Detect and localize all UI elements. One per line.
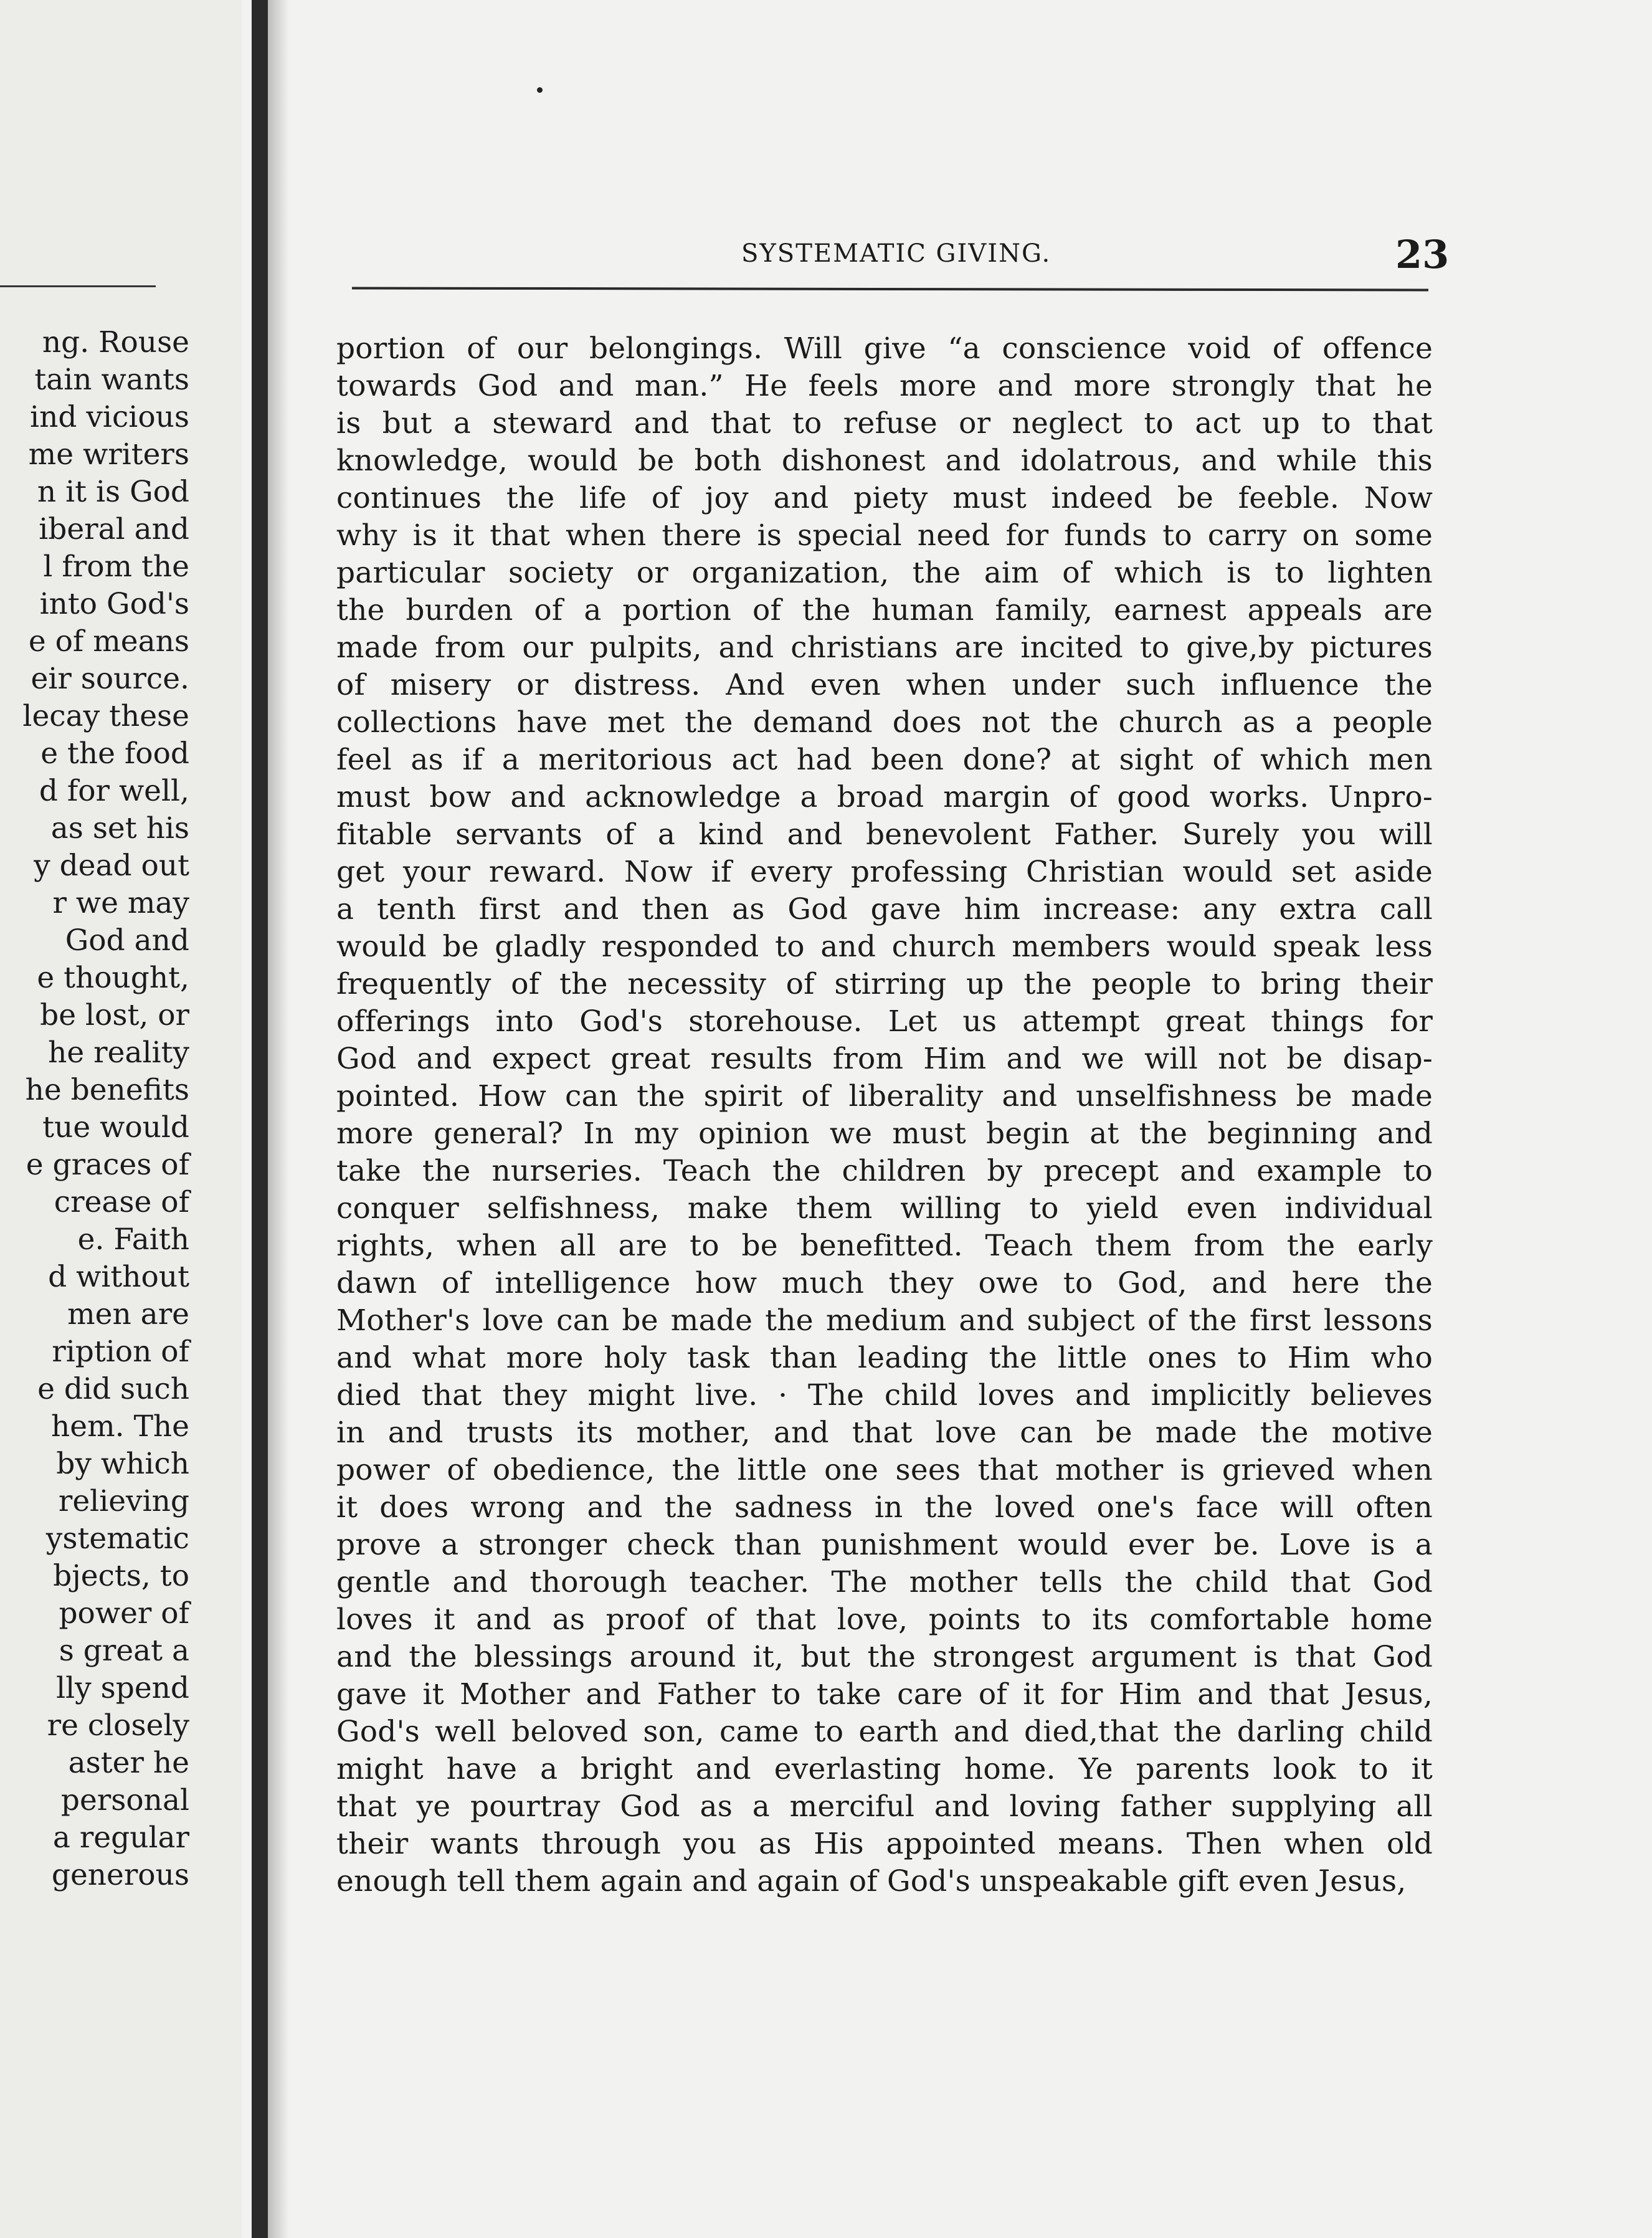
facing-page-line: generous	[51, 1858, 189, 1892]
facing-page-line: tue would	[42, 1110, 189, 1145]
body-line: in and trusts its mother, and that love can be made the motive	[336, 1416, 1433, 1450]
facing-page-line: men are	[67, 1297, 189, 1331]
body-line: a tenth first and then as God gave him increase: any extra call	[336, 892, 1433, 926]
body-line: loves it and as proof of that love, points to its comfortable home	[336, 1602, 1433, 1637]
facing-page-line: re closely	[47, 1708, 189, 1743]
facing-page-line: ng. Rouse	[42, 325, 189, 360]
body-line: the burden of a portion of the human family, earnest appeals are	[336, 593, 1433, 627]
body-line: collections have met the demand does not the church as a people	[336, 705, 1433, 740]
facing-page-line: l from the	[43, 550, 189, 584]
facing-page-line: e of means	[28, 624, 189, 659]
facing-page-line: e thought,	[37, 961, 189, 995]
body-line: get your reward. Now if every professing Christian would set aside	[336, 855, 1433, 889]
facing-page-line: s great a	[59, 1634, 189, 1668]
body-line: made from our pulpits, and christians are incited to give,by pictures	[336, 631, 1433, 665]
facing-page-line: relieving	[58, 1484, 189, 1518]
body-line: portion of our belongings. Will give “a conscience void of offence	[336, 331, 1433, 366]
facing-page-line: lly spend	[56, 1671, 189, 1705]
facing-page-line: aster he	[68, 1746, 189, 1780]
body-line: that ye pourtray God as a merciful and loving father supplying all	[336, 1789, 1433, 1824]
facing-page-line: personal	[60, 1783, 189, 1817]
facing-page-header-rule	[0, 285, 156, 287]
facing-page-line: power of	[59, 1596, 189, 1631]
body-line: why is it that when there is special need for funds to carry on some	[336, 518, 1433, 553]
facing-page-line: bjects, to	[53, 1559, 189, 1593]
facing-page-line: d without	[48, 1260, 189, 1294]
facing-page-text	[22, 324, 189, 1894]
facing-page-line: God and	[65, 923, 189, 958]
body-line: frequently of the necessity of stirring up the people to bring their	[336, 967, 1433, 1001]
facing-page-line: e did such	[37, 1372, 189, 1406]
facing-page-line: iberal and	[39, 512, 189, 546]
body-line: gentle and thorough teacher. The mother tells the child that God	[336, 1565, 1433, 1599]
book-gutter	[252, 0, 268, 2238]
gutter-shadow	[268, 0, 289, 2238]
body-line: towards God and man.” He feels more and more strongly that he	[336, 369, 1433, 403]
facing-page-line: hem. The	[51, 1409, 189, 1444]
body-line: take the nurseries. Teach the children by precept and example to	[336, 1154, 1433, 1188]
body-line: dawn of intelligence how much they owe to God, and here the	[336, 1266, 1433, 1300]
facing-page-line: a regular	[52, 1821, 189, 1855]
body-line: prove a stronger check than punishment would ever be. Love is a	[336, 1528, 1433, 1562]
page-number: 23	[1395, 232, 1450, 277]
facing-page-line: me writers	[28, 437, 189, 472]
facing-page-line: ystematic	[45, 1521, 189, 1556]
body-line: particular society or organization, the aim of which is to lighten	[336, 556, 1433, 590]
body-line: conquer selfishness, make them willing to yield even individual	[336, 1191, 1433, 1226]
facing-page-line: ind vicious	[30, 400, 189, 434]
body-line: continues the life of joy and piety must indeed be feeble. Now	[336, 481, 1433, 515]
facing-page-line: eir source.	[31, 662, 189, 696]
facing-page-line: ription of	[52, 1335, 189, 1369]
facing-page-line: e. Faith	[77, 1222, 189, 1257]
facing-page-line: into God's	[39, 587, 189, 621]
body-line: gave it Mother and Father to take care of it for Him and that Jesus,	[336, 1677, 1433, 1712]
body-line: knowledge, would be both dishonest and idolatrous, and while this	[336, 444, 1433, 478]
body-line: God and expect great results from Him and we will not be disap-	[336, 1042, 1433, 1076]
body-line: fitable servants of a kind and benevolent Father. Surely you will	[336, 817, 1433, 852]
body-line: power of obedience, the little one sees that mother is grieved when	[336, 1453, 1433, 1487]
body-line: pointed. How can the spirit of liberality and unselfishness be made	[336, 1079, 1433, 1113]
facing-page-line: by which	[56, 1447, 189, 1481]
facing-page	[0, 0, 242, 2238]
facing-page-line: crease of	[54, 1185, 189, 1219]
facing-page-line: be lost, or	[40, 998, 189, 1032]
ink-speck	[537, 87, 543, 93]
body-line: must bow and acknowledge a broad margin of good works. Unpro-	[336, 780, 1433, 814]
body-line: and what more holy task than leading the little ones to Him who	[336, 1341, 1433, 1375]
running-title: SYSTEMATIC GIVING.	[741, 239, 1051, 268]
header-rule	[352, 287, 1428, 291]
facing-page-line: lecay these	[22, 699, 189, 733]
facing-page-line: e the food	[40, 736, 189, 771]
body-line: rights, when all are to be benefitted. Teach them from the early	[336, 1229, 1433, 1263]
body-text	[336, 330, 1433, 1900]
body-line: more general? In my opinion we must begin at the beginning and	[336, 1117, 1433, 1151]
facing-page-line: he benefits	[25, 1073, 189, 1107]
body-line: of misery or distress. And even when under such influence the	[336, 668, 1433, 702]
body-line: might have a bright and everlasting home. Ye parents look to it	[336, 1752, 1433, 1786]
facing-page-line: n it is God	[37, 475, 189, 509]
body-line: died that they might live. · The child loves and implicitly believes	[336, 1378, 1433, 1412]
body-line: it does wrong and the sadness in the loved one's face will often	[336, 1490, 1433, 1525]
facing-page-line: as set his	[50, 811, 189, 845]
body-line: offerings into God's storehouse. Let us attempt great things for	[336, 1004, 1433, 1039]
body-line: God's well beloved son, came to earth and died,that the darling child	[336, 1715, 1433, 1749]
facing-page-line: y dead out	[34, 849, 189, 883]
body-line: and the blessings around it, but the strongest argument is that God	[336, 1640, 1433, 1674]
page-header	[0, 232, 1652, 277]
body-line: feel as if a meritorious act had been done? at sight of which men	[336, 743, 1433, 777]
facing-page-line: d for well,	[39, 774, 189, 808]
body-line: their wants through you as His appointed means. Then when old	[336, 1827, 1433, 1861]
body-line: is but a steward and that to refuse or neglect to act up to that	[336, 406, 1433, 440]
facing-page-line: r we may	[52, 886, 189, 920]
body-line: enough tell them again and again of God's unspeakable gift even Jesus,	[336, 1864, 1407, 1898]
body-line: would be gladly responded to and church members would speak less	[336, 930, 1433, 964]
body-line: Mother's love can be made the medium and subject of the first lessons	[336, 1303, 1433, 1338]
facing-page-line: e graces of	[26, 1148, 189, 1182]
facing-page-line: he reality	[48, 1036, 189, 1070]
facing-page-line: tain wants	[34, 363, 189, 397]
